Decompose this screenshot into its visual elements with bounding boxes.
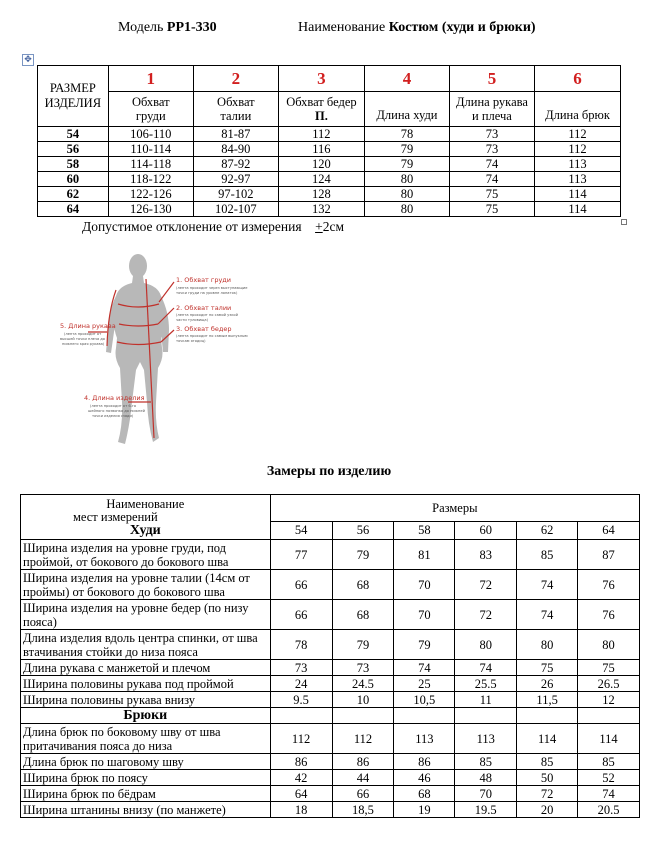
pants-section [21, 724, 640, 818]
size-header-cell: 56 [332, 521, 394, 539]
figure-note: точки груди на уровне лопаток) [176, 291, 238, 295]
measurement-value: 42 [270, 770, 332, 786]
measurement-value: 112 [332, 724, 394, 754]
table-cell: 84-90 [193, 142, 278, 157]
table-cell: 97-102 [193, 187, 278, 202]
measurement-value: 50 [517, 770, 578, 786]
column-number: 4 [364, 66, 449, 92]
measurement-value: 73 [270, 660, 332, 676]
table-cell: 112 [534, 142, 620, 157]
size-row [38, 202, 621, 217]
measurement-value: 74 [455, 660, 517, 676]
tolerance-note: Допустимое отклонение от измерения +2см [82, 219, 344, 234]
measurement-name: Длина изделия вдоль центра спинки, от шва втачивания стойки до низа пояса [21, 630, 271, 660]
table-cell: 126-130 [108, 202, 193, 217]
model-label: Модель PP1-330 [118, 20, 217, 35]
measurement-value: 66 [270, 600, 332, 630]
size-row [38, 142, 621, 157]
column-header-measurement-name: Наименование мест измерений Худи [21, 495, 271, 540]
measurement-row [21, 630, 640, 660]
figure-note: точкам ягодиц) [176, 339, 206, 343]
size-header-cell: 58 [394, 521, 455, 539]
measurement-value: 19 [394, 802, 455, 818]
measurement-name: Длина брюк по шаговому шву [21, 754, 271, 770]
measurement-value: 85 [517, 540, 578, 570]
measurement-value: 24.5 [332, 676, 394, 692]
figure-note: шейного позвонка до нижней [88, 409, 145, 413]
measurement-row [21, 724, 640, 754]
measurement-value: 86 [332, 754, 394, 770]
measurement-value: 114 [517, 724, 578, 754]
figure-label-hips: 3. Обхват бедер [176, 325, 232, 333]
measurement-value: 85 [517, 754, 578, 770]
measurement-value: 114 [578, 724, 640, 754]
measurement-value: 76 [578, 600, 640, 630]
measurement-value: 25 [394, 676, 455, 692]
size-value: 62 [38, 187, 109, 202]
measurement-value: 70 [455, 786, 517, 802]
body-measurement-figure [58, 252, 288, 448]
measurement-value: 20.5 [578, 802, 640, 818]
table-cell: 74 [449, 172, 534, 187]
figure-note: высшей точки плеча до [60, 337, 105, 341]
measurement-value: 113 [394, 724, 455, 754]
column-number: 2 [193, 66, 278, 92]
table-cell: 118-122 [108, 172, 193, 187]
size-value: 54 [38, 127, 109, 142]
measurement-row [21, 600, 640, 630]
column-header-waist: Обхват талии [193, 92, 278, 127]
column-number: 6 [534, 66, 620, 92]
measurement-row [21, 802, 640, 818]
column-header-chest: Обхват груди [108, 92, 193, 127]
measurement-value: 75 [578, 660, 640, 676]
measurement-value: 83 [455, 540, 517, 570]
table-cell: 112 [534, 127, 620, 142]
measurement-value: 74 [394, 660, 455, 676]
measurement-value: 64 [270, 786, 332, 802]
measurement-value: 76 [578, 570, 640, 600]
figure-label-chest: 1. Обхват груди [176, 276, 232, 284]
measurement-value: 18,5 [332, 802, 394, 818]
figure-label-waist: 2. Обхват талии [176, 304, 232, 312]
table-cell: 75 [449, 187, 534, 202]
figure-note: части туловища) [176, 318, 209, 322]
measurement-value: 68 [394, 786, 455, 802]
table-cell: 113 [534, 172, 620, 187]
size-table [37, 65, 621, 217]
measurement-row [21, 754, 640, 770]
measurement-row [21, 540, 640, 570]
measurement-value: 72 [455, 600, 517, 630]
measurement-value: 25.5 [455, 676, 517, 692]
measurement-name: Длина брюк по боковому шву от шва притачивания пояса до низа [21, 724, 271, 754]
measurement-value: 46 [394, 770, 455, 786]
size-header-cell: 64 [578, 521, 640, 539]
figure-note: точки изделия сзади) [92, 414, 134, 418]
measurement-value: 86 [394, 754, 455, 770]
figure-note: (лента проходит по самым выпуклым [176, 334, 248, 338]
column-number: 1 [108, 66, 193, 92]
measurement-name: Ширина штанины внизу (по манжете) [21, 802, 271, 818]
table-cell: 79 [364, 142, 449, 157]
figure-note: (лента проходит через выступающие [176, 286, 248, 290]
measurement-value: 19.5 [455, 802, 517, 818]
table-cell: 114-118 [108, 157, 193, 172]
size-row [38, 127, 621, 142]
column-header-pants-length: Длина брюк [534, 92, 620, 127]
measurement-row [21, 676, 640, 692]
table-cell: 124 [278, 172, 364, 187]
table-cell: 116 [278, 142, 364, 157]
measurement-value: 68 [332, 600, 394, 630]
measurement-name: Ширина брюк по бёдрам [21, 786, 271, 802]
size-value: 56 [38, 142, 109, 157]
measurement-value: 52 [578, 770, 640, 786]
product-measurements-table [20, 494, 640, 818]
measurement-value: 74 [578, 786, 640, 802]
table-cell: 73 [449, 127, 534, 142]
measurement-value: 79 [332, 540, 394, 570]
model-line [0, 20, 658, 40]
size-row [38, 187, 621, 202]
table-cell: 113 [534, 157, 620, 172]
table-cell: 75 [449, 202, 534, 217]
table-cell: 128 [278, 187, 364, 202]
measurement-value: 85 [578, 754, 640, 770]
measurement-value: 44 [332, 770, 394, 786]
measurement-row [21, 570, 640, 600]
measurement-row [21, 770, 640, 786]
measurement-value: 11,5 [517, 692, 578, 708]
measurement-value: 73 [332, 660, 394, 676]
pants-section-header [21, 708, 640, 724]
table-resize-handle[interactable] [621, 219, 627, 225]
measurement-value: 74 [517, 600, 578, 630]
measurement-value: 112 [270, 724, 332, 754]
measurement-row [21, 692, 640, 708]
table-cell: 102-107 [193, 202, 278, 217]
measurement-name: Длина рукава с манжетой и плечом [21, 660, 271, 676]
table-cell: 120 [278, 157, 364, 172]
measurement-value: 79 [332, 630, 394, 660]
column-header-hips: Обхват бедер П. [278, 92, 364, 127]
measurement-value: 66 [332, 786, 394, 802]
measurement-value: 80 [455, 630, 517, 660]
size-row [38, 157, 621, 172]
measurement-value: 11 [455, 692, 517, 708]
hoodie-section [21, 540, 640, 708]
measurement-value: 77 [270, 540, 332, 570]
measurement-value: 26 [517, 676, 578, 692]
measurement-value: 20 [517, 802, 578, 818]
figure-label-length: 4. Длина изделия [84, 394, 145, 402]
column-number: 5 [449, 66, 534, 92]
measurement-value: 81 [394, 540, 455, 570]
measurement-value: 72 [455, 570, 517, 600]
measurement-value: 48 [455, 770, 517, 786]
measurement-name: Ширина брюк по поясу [21, 770, 271, 786]
size-header-cell: 62 [517, 521, 578, 539]
column-header-sleeve-length: Длина рукава и плеча [449, 92, 534, 127]
measurement-name: Ширина изделия на уровне груди, под проймой, от бокового до бокового шва [21, 540, 271, 570]
size-header-cell: 54 [270, 521, 332, 539]
measurement-value: 80 [578, 630, 640, 660]
measurement-name: Ширина половины рукава под проймой [21, 676, 271, 692]
measurement-value: 10 [332, 692, 394, 708]
table-cell: 110-114 [108, 142, 193, 157]
table-cell: 80 [364, 187, 449, 202]
measurement-name: Ширина изделия на уровне бедер (по низу пояса) [21, 600, 271, 630]
size-table-body [38, 127, 621, 217]
measurement-value: 66 [270, 570, 332, 600]
table-cell: 132 [278, 202, 364, 217]
size-column-header: РАЗМЕР ИЗДЕЛИЯ [38, 66, 109, 127]
column-header-sizes: Размеры [270, 495, 639, 522]
measurement-value: 86 [270, 754, 332, 770]
measurement-value: 10,5 [394, 692, 455, 708]
measurement-value: 72 [517, 786, 578, 802]
measurement-value: 85 [455, 754, 517, 770]
measurement-value: 68 [332, 570, 394, 600]
table-cell: 78 [364, 127, 449, 142]
figure-note: (лента проходит от 6-го [90, 404, 137, 408]
measurement-value: 24 [270, 676, 332, 692]
table-cell: 74 [449, 157, 534, 172]
column-header-hoodie-length: Длина худи [364, 92, 449, 127]
measurement-row [21, 786, 640, 802]
size-value: 60 [38, 172, 109, 187]
size-value: 64 [38, 202, 109, 217]
figure-label-sleeve: 5. Длина рукава [60, 322, 116, 330]
measurement-value: 78 [270, 630, 332, 660]
product-name: Наименование Костюм (худи и брюки) [298, 20, 536, 35]
table-cell: 79 [364, 157, 449, 172]
section-title-pants: Брюки [21, 708, 271, 724]
measurement-value: 74 [517, 570, 578, 600]
measurement-value: 26.5 [578, 676, 640, 692]
measurements-title: Замеры по изделию [266, 464, 392, 479]
column-number: 3 [278, 66, 364, 92]
table-cell: 81-87 [193, 127, 278, 142]
table-cell: 114 [534, 202, 620, 217]
table-cell: 80 [364, 202, 449, 217]
table-move-handle-icon[interactable]: ✥ [22, 54, 34, 66]
measurement-value: 80 [517, 630, 578, 660]
table-cell: 114 [534, 187, 620, 202]
measurement-value: 70 [394, 600, 455, 630]
size-row [38, 172, 621, 187]
figure-note: (лента проходит по самой узкой [176, 313, 238, 317]
figure-note: (лента проходит от [64, 332, 102, 336]
table-cell: 87-92 [193, 157, 278, 172]
measurement-value: 70 [394, 570, 455, 600]
measurement-value: 9.5 [270, 692, 332, 708]
measurement-value: 12 [578, 692, 640, 708]
figure-note: нижнего края рукава) [62, 342, 105, 346]
measurement-value: 75 [517, 660, 578, 676]
measurement-value: 113 [455, 724, 517, 754]
table-cell: 112 [278, 127, 364, 142]
size-header-cell: 60 [455, 521, 517, 539]
measurement-value: 79 [394, 630, 455, 660]
table-cell: 122-126 [108, 187, 193, 202]
measurement-value: 87 [578, 540, 640, 570]
measurement-name: Ширина изделия на уровне талии (14см от проймы) от бокового до бокового шва [21, 570, 271, 600]
table-cell: 92-97 [193, 172, 278, 187]
measurement-row [21, 660, 640, 676]
measurement-value: 18 [270, 802, 332, 818]
table-cell: 73 [449, 142, 534, 157]
measurement-name: Ширина половины рукава внизу [21, 692, 271, 708]
table-cell: 80 [364, 172, 449, 187]
size-value: 58 [38, 157, 109, 172]
table-cell: 106-110 [108, 127, 193, 142]
